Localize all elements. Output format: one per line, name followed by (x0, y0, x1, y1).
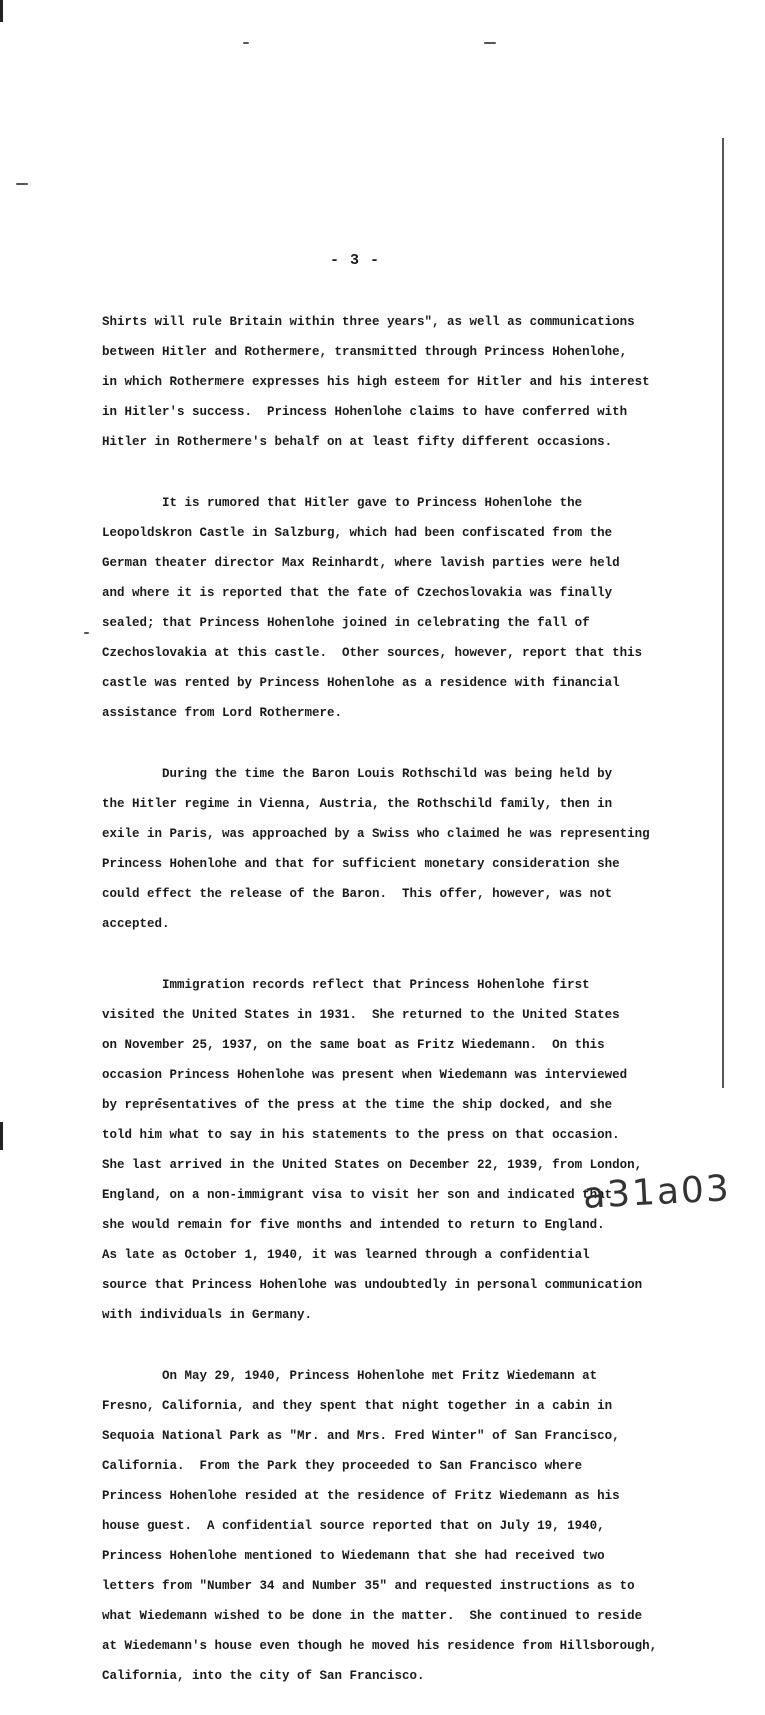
text-line: Princess Hohenlohe and that for sufficient monetary consideration she (102, 857, 620, 871)
text-line: the Hitler regime in Vienna, Austria, the Rothschild family, then in (102, 797, 613, 811)
scan-speck (243, 42, 249, 44)
text-line: Shirts will rule Britain within three years", as well as communications (102, 315, 635, 329)
text-line: exile in Paris, was approached by a Swiss who claimed he was representing (102, 827, 650, 841)
text-line: German theater director Max Reinhardt, where lavish parties were held (102, 556, 620, 570)
text-line: she would remain for five months and intended to return to England. (102, 1218, 605, 1232)
scan-edge-mark (0, 1122, 3, 1150)
text-line: Princess Hohenlohe mentioned to Wiedemann that she had received two (102, 1549, 605, 1563)
text-line: On May 29, 1940, Princess Hohenlohe met Fritz Wiedemann at (102, 1369, 598, 1383)
text-line: by representatives of the press at the time the ship docked, and she (102, 1098, 613, 1112)
paragraph (102, 481, 662, 736)
scan-speck (84, 632, 89, 634)
text-line: on November 25, 1937, on the same boat as Fritz Wiedemann. On this (102, 1038, 605, 1052)
text-line: Immigration records reflect that Princess Hohenlohe first (102, 978, 590, 992)
scan-speck (484, 42, 496, 44)
text-line: sealed; that Princess Hohenlohe joined in celebrating the fall of (102, 616, 590, 630)
text-line: As late as October 1, 1940, it was learned through a confidential (102, 1248, 590, 1262)
text-line: During the time the Baron Louis Rothschild was being held by (102, 767, 613, 781)
text-line: assistance from Lord Rothermere. (102, 706, 343, 720)
text-line: at Wiedemann's house even though he moved his residence from Hillsborough, (102, 1639, 658, 1653)
text-line: house guest. A confidential source reported that on July 19, 1940, (102, 1519, 605, 1533)
text-line: accepted. (102, 917, 170, 931)
text-line: in which Rothermere expresses his high esteem for Hitler and his interest (102, 375, 650, 389)
text-line: castle was rented by Princess Hohenlohe as a residence with financial (102, 676, 620, 690)
text-line: She last arrived in the United States on December 22, 1939, from London, (102, 1158, 643, 1172)
scan-edge-mark (0, 0, 3, 22)
text-line: in Hitler's success. Princess Hohenlohe claims to have conferred with (102, 405, 628, 419)
paragraph (102, 1354, 662, 1699)
text-line: told him what to say in his statements to the press on that occasion. (102, 1128, 620, 1142)
document-body (102, 300, 662, 1715)
page-number: - 3 - (330, 252, 381, 269)
paragraph (102, 752, 662, 947)
text-line: visited the United States in 1931. She returned to the United States (102, 1008, 620, 1022)
text-line: Czechoslovakia at this castle. Other sources, however, report that this (102, 646, 643, 660)
text-line: and where it is reported that the fate of Czechoslovakia was finally (102, 586, 613, 600)
text-line: letters from "Number 34 and Number 35" and requested instructions as to (102, 1579, 635, 1593)
text-line: what Wiedemann wished to be done in the matter. She continued to reside (102, 1609, 643, 1623)
text-line: Sequoia National Park as "Mr. and Mrs. Fred Winter" of San Francisco, (102, 1429, 620, 1443)
text-line: could effect the release of the Baron. This offer, however, was not (102, 887, 613, 901)
margin-rule (722, 138, 724, 1088)
scan-speck (16, 183, 28, 185)
text-line: Fresno, California, and they spent that night together in a cabin in (102, 1399, 613, 1413)
text-line: between Hitler and Rothermere, transmitted through Princess Hohenlohe, (102, 345, 628, 359)
text-line: California, into the city of San Francisco. (102, 1669, 425, 1683)
text-line: It is rumored that Hitler gave to Princess Hohenlohe the (102, 496, 583, 510)
text-line: occasion Princess Hohenlohe was present when Wiedemann was interviewed (102, 1068, 628, 1082)
text-line: England, on a non-immigrant visa to visit her son and indicated that (102, 1188, 613, 1202)
paragraph (102, 300, 662, 465)
text-line: source that Princess Hohenlohe was undoubtedly in personal communication (102, 1278, 643, 1292)
paragraph (102, 963, 662, 1338)
text-line: Leopoldskron Castle in Salzburg, which had been confiscated from the (102, 526, 613, 540)
text-line: Princess Hohenlohe resided at the residence of Fritz Wiedemann as his (102, 1489, 620, 1503)
handwritten-file-number: a31a03 (582, 1168, 732, 1217)
text-line: California. From the Park they proceeded to San Francisco where (102, 1459, 583, 1473)
text-line: with individuals in Germany. (102, 1308, 313, 1322)
text-line: Hitler in Rothermere's behalf on at least fifty different occasions. (102, 435, 613, 449)
